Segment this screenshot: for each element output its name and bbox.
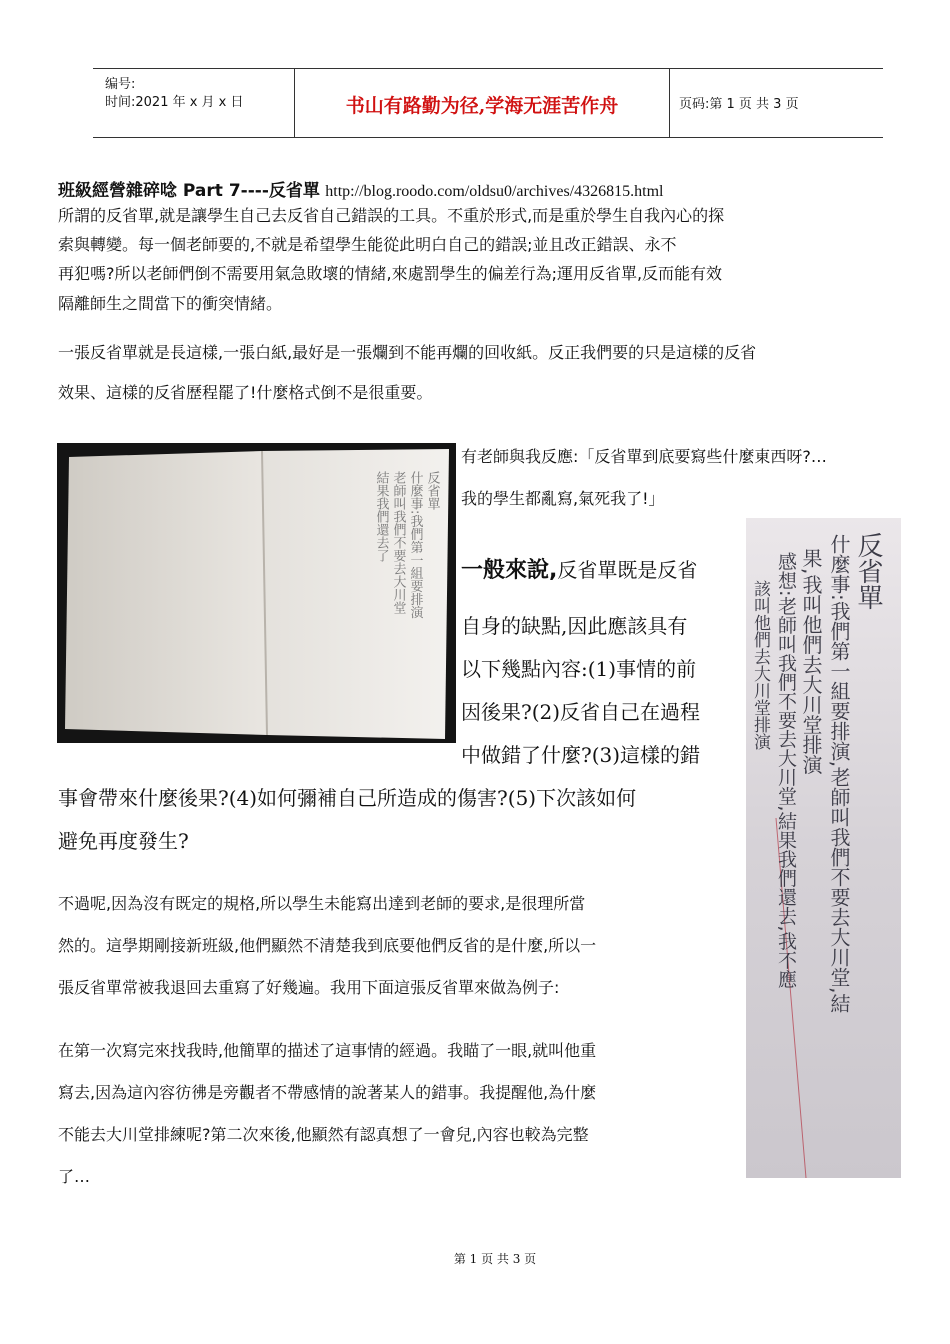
- closeup-text: 感想:老師叫我們不要去大川堂,結果我們還去,我不應: [775, 552, 797, 989]
- motto: 书山有路勤为径,学海无涯苦作舟: [345, 95, 619, 117]
- closeup-text: 該叫他們去大川堂排演: [750, 580, 770, 750]
- number-label: 编号:: [105, 77, 136, 92]
- paragraph-line: 在第一次寫完來找我時,他簡單的描述了這事情的經過。我瞄了一眼,就叫他重: [58, 1041, 597, 1060]
- article-title: 班級經營雜碎唸 Part 7----反省單: [58, 181, 320, 201]
- paragraph-line: 然的。這學期剛接新班級,他們顯然不清楚我到底要他們反省的是什麼,所以一: [58, 936, 597, 955]
- article-title-line: [58, 176, 663, 201]
- intro-line: 隔離師生之間當下的衝突情緒。: [58, 294, 283, 313]
- header-page-cell: [669, 69, 883, 137]
- closeup-text: 什麼事:我們第一組要排演,老師叫我們不要去大川堂,結: [827, 534, 851, 1014]
- reflection-closeup-photo: [746, 518, 901, 1178]
- paragraph-line: 一張反省單就是長這樣,一張白紙,最好是一張爛到不能再爛的回收紙。反正我們要的只是這樣的反省: [58, 343, 757, 362]
- general-line: 避免再度發生?: [58, 829, 189, 853]
- photo-text: 老師叫我們不要去大川堂: [390, 471, 406, 614]
- general-line: 因後果?(2)反省自己在過程: [461, 700, 701, 724]
- page-footer: 第 1 页 共 3 页: [453, 1252, 537, 1266]
- general-line: 自身的缺點,因此應該具有: [461, 614, 688, 638]
- reflection-sheet-photo-graphic: [57, 443, 456, 743]
- intro-line: 再犯嗎?所以老師們倒不需要用氣急敗壞的情緒,來處罰學生的偏差行為;運用反省單,反而能有效: [58, 264, 723, 283]
- document-header: [93, 68, 883, 138]
- closeup-text: 反省單: [853, 532, 883, 610]
- general-line: 以下幾點內容:(1)事情的前: [461, 657, 697, 681]
- paragraph-line: 寫去,因為這內容彷彿是旁觀者不帶感情的說著某人的錯事。我提醒他,為什麼: [58, 1083, 597, 1102]
- general-line: 中做錯了什麼?(3)這樣的錯: [461, 743, 701, 767]
- article-url: http://blog.roodo.com/oldsu0/archives/4326815.html: [325, 183, 664, 200]
- photo-text: 結果我們還去了: [373, 471, 389, 562]
- general-line: 反省單既是反省: [557, 558, 698, 582]
- header-meta-cell: [93, 69, 294, 137]
- photo-text: 反省單: [424, 471, 440, 510]
- reflection-closeup-graphic: [746, 518, 901, 1178]
- quote-line: 有老師與我反應:「反省單到底要寫些什麼東西呀?…: [461, 447, 827, 466]
- intro-line: 所謂的反省單,就是讓學生自己去反省自己錯誤的工具。不重於形式,而是重於學生自我內心的探: [58, 206, 725, 225]
- general-line: 事會帶來什麼後果?(4)如何彌補自己所造成的傷害?(5)下次該如何: [58, 786, 637, 810]
- paragraph-line: 效果、這樣的反省歷程罷了!什麼格式倒不是很重要。: [58, 383, 433, 402]
- photo-text: 什麼事:我們第一組要排演: [407, 471, 423, 619]
- paragraph-line: 了…: [58, 1167, 91, 1186]
- reflection-sheet-photo: [57, 443, 456, 743]
- general-lead: 一般來說,: [461, 558, 558, 583]
- paragraph-line: 張反省單常被我退回去重寫了好幾遍。我用下面這張反省單來做為例子:: [58, 978, 560, 997]
- closeup-text: 果,我叫他們去大川堂排演: [799, 548, 823, 775]
- time-label: 时间:2021 年 x 月 x 日: [105, 95, 244, 110]
- header-motto-cell: [294, 69, 670, 137]
- paragraph-line: 不能去大川堂排練呢?第二次來後,他顯然有認真想了一會兒,內容也較為完整: [58, 1125, 589, 1144]
- intro-line: 索與轉變。每一個老師要的,不就是希望學生能從此明白自己的錯誤;並且改正錯誤、永不: [58, 235, 677, 254]
- quote-line: 我的學生都亂寫,氣死我了!」: [461, 489, 665, 508]
- page-info: 页码:第 1 页 共 3 页: [679, 97, 799, 112]
- paragraph-line: 不過呢,因為沒有既定的規格,所以學生未能寫出達到老師的要求,是很理所當: [58, 894, 586, 913]
